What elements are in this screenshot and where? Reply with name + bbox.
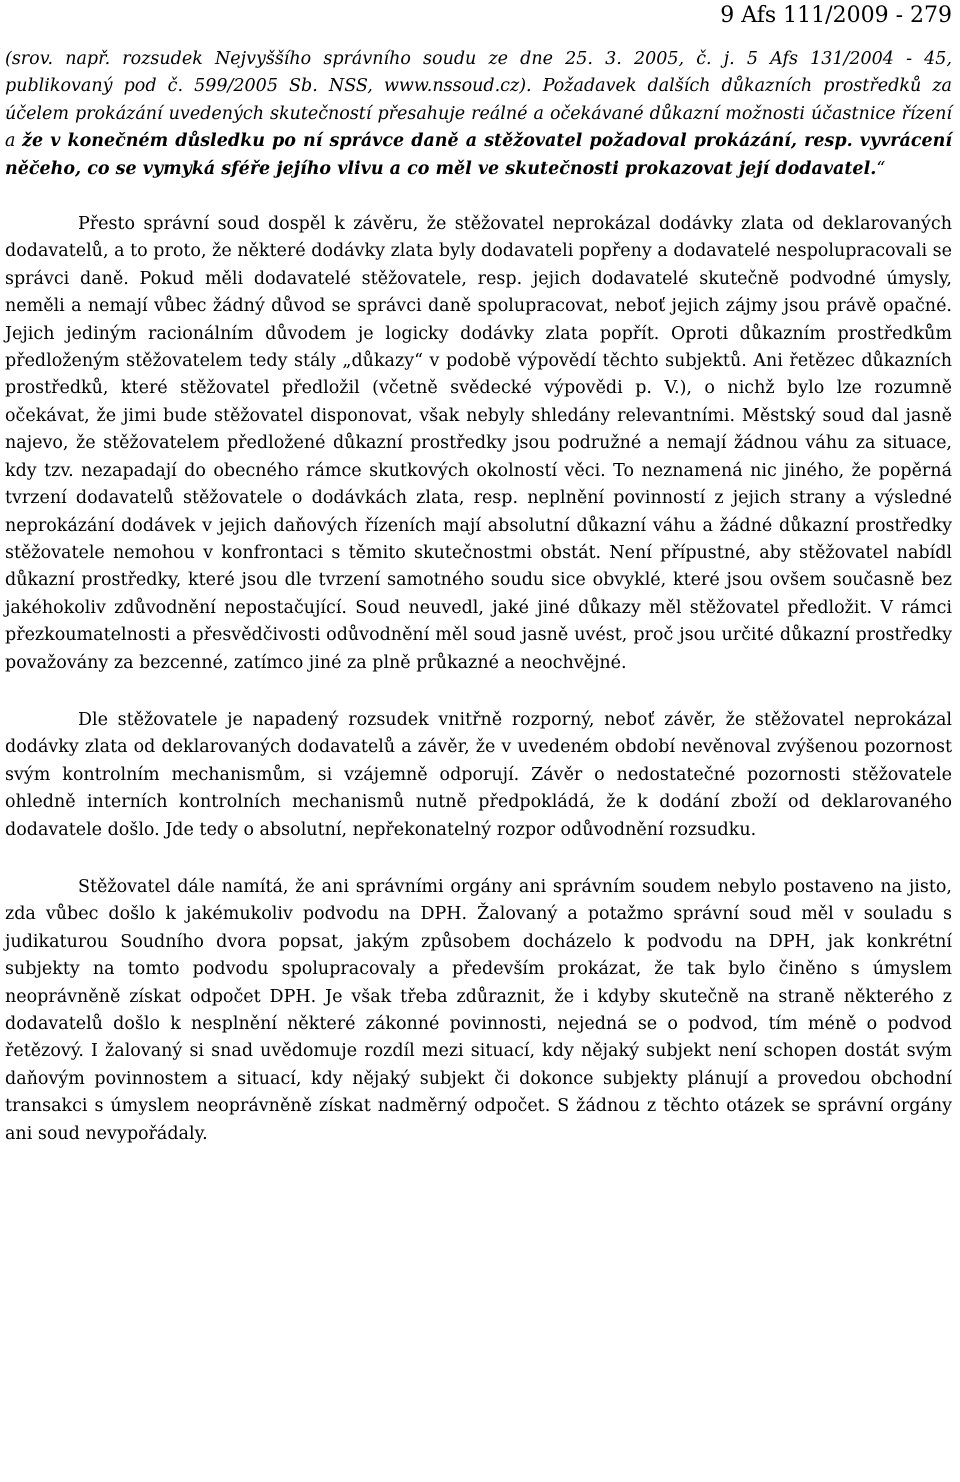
- paragraph-evidence: Přesto správní soud dospěl k závěru, že stěžovatel neprokázal dodávky zlata od deklarovaných dodavatelů, a to proto, že některé dodávky zlata byly dodavateli popřeny a dodavatelé nespolupracovali se správci daně. Pokud měli dodavatelé stěžovatele, resp. jejich dodavatelé skutečně podvodné úmysly, neměli a nemají vůbec žádný důvod se správci daně spolupracovat, neboť jejich zájmy jsou právě opačné. Jejich jediným racionálním důvodem je logicky dodávky zlata popřít. Oproti důkazním prostředkům předloženým stěžovatelem tedy stály „důkazy“ v podobě výpovědí těchto subjektů. Ani řetězec důkazních prostředků, které stěžovatel předložil (včetně svědecké výpovědi p. V.), o nichž bylo lze rozumně očekávat, že jimi bude stěžovatel disponovat, však nebyly shledány relevantními. Městský soud dal jasně najevo, že stěžovatelem předložené důkazní prostředky jsou podružné a nemají žádnou váhu za situace, kdy tzv. nezapadají do obecného rámce skutkových okolností věci. To neznamená nic jiného, že popěrná tvrzení dodavatelů stěžovatele o dodávkách zlata, resp. neplnění povinností z jejich strany a výsledné neprokázání dodávek v jejich daňových řízeních mají absolutní důkazní váhu a žádné důkazní prostředky stěžovatele nemohou v konfrontaci s těmito skutečnostmi obstát. Není přípustné, aby stěžovatel nabídl důkazní prostředky, které jsou dle tvrzení samotného soudu sice obvyklé, které jsou ovšem současně bez jakéhokoliv zdůvodnění nepostačující. Soud neuvedl, jaké jiné důkazy měl stěžovatel předložit. V rámci přezkoumatelnosti a přesvědčivosti odůvodnění měl soud jasně uvést, proč jsou určité důkazní prostředky považovány za bezcenné, zatímco jiné za plně průkazné a neochvějné.: [5, 214, 952, 673]
- quote-text-emphasis: že v konečném důsledku po ní správce daně a stěžovatel požadoval prokázání, resp. vyvrácení něčeho, co se vymyká sféře jejího vlivu a co měl ve skutečnosti prokazovat její dodavatel.: [5, 131, 952, 179]
- quote-closing-mark: “: [876, 158, 886, 179]
- case-number-header: 9 Afs 111/2009 - 279: [720, 3, 952, 28]
- paragraph-contradiction: Dle stěžovatele je napadený rozsudek vnitřně rozporný, neboť závěr, že stěžovatel neprokázal dodávky zlata od deklarovaných dodavatelů a závěr, že v uvedeném období nevěnoval zvýšenou pozornost svým kontrolním mechanismům, si vzájemně odporují. Závěr o nedostatečné pozornosti stěžovatele ohledně interních kontrolních mechanismů nutně předpokládá, že k dodání zboží od deklarovaného dodavatele došlo. Jde tedy o absolutní, nepřekonatelný rozpor odůvodnění rozsudku.: [5, 709, 952, 840]
- document-page: [5, 0, 952, 1178]
- paragraph-vat-fraud: Stěžovatel dále namítá, že ani správními orgány ani správním soudem nebylo postaveno na jisto, zda vůbec došlo k jakémukoliv podvodu na DPH. Žalovaný a potažmo správní soud měl v souladu s judikaturou Soudního dvora popsat, jakým způsobem docházelo k podvodu na DPH, jak konkrétní subjekty na tomto podvodu spolupracovaly a především prokázat, že tak bylo činěno s úmyslem neoprávněně získat odpočet DPH. Je však třeba zdůraznit, že i kdyby skutečně na straně některého z dodavatelů došlo k nesplnění některé zákonné povinnosti, nejedná se o podvod, tím méně o podvod řetězový. I žalovaný si snad uvědomuje rozdíl mezi situací, kdy nějaký subjekt není schopen dostát svým daňovým povinnostem a situací, kdy nějaký subjekt či dokonce subjekty plánují a provedou obchodní transakci s úmyslem neoprávněně získat nadměrný odpočet. S žádnou z těchto otázek se správní orgány ani soud nevypořádaly.: [5, 876, 952, 1144]
- quote-text-start: (srov. např. rozsudek Nejvyššího správního soudu ze dne 25. 3. 2005, č. j. 5 Afs 131/2004 - 45, publikovaný pod č. 599/2005 Sb. NSS, www.nssoud.cz). Požadavek dalších důkazních prostředků za účelem prokázání uvedených skutečností přesahuje reálné a očekávané důkazní možnosti účastnice řízení a: [5, 49, 952, 152]
- quoted-passage: [5, 46, 952, 183]
